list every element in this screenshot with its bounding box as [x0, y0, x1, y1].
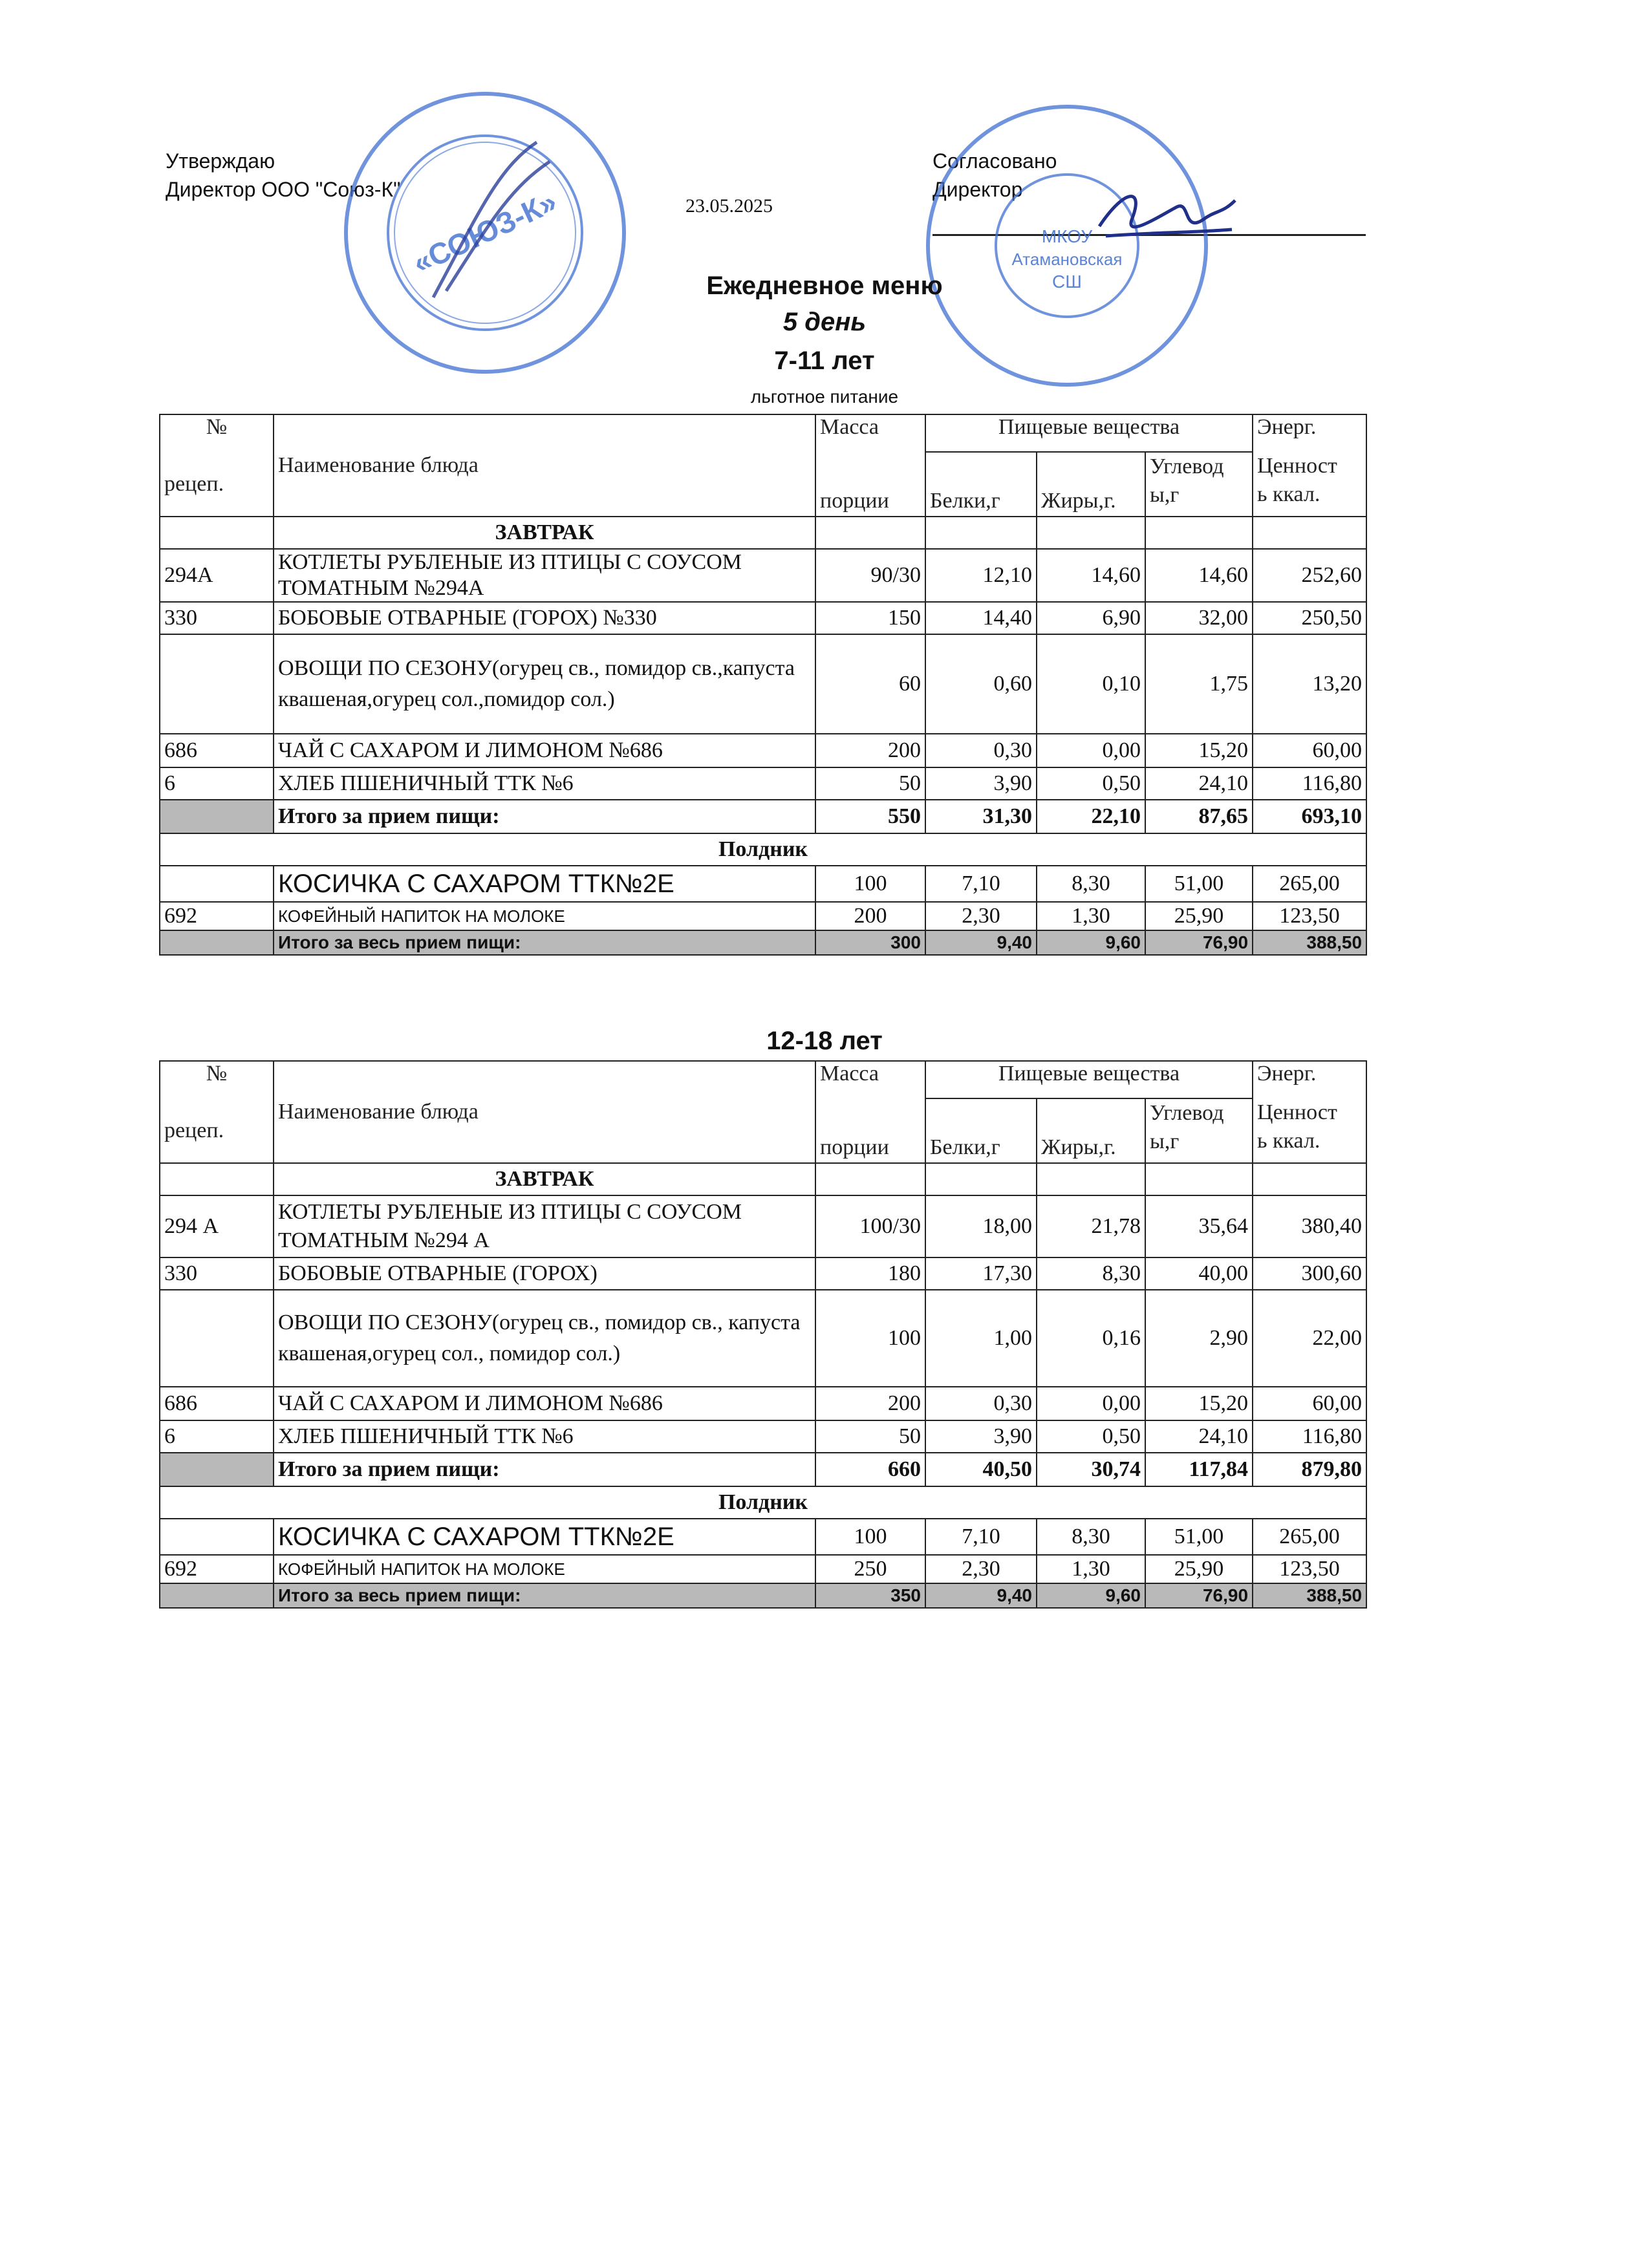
col-fat: Жиры,г.	[1037, 452, 1145, 517]
table-row: КОСИЧКА С САХАРОМ ТТК№2Е 100 7,10 8,30 51,00 265,00	[160, 866, 1366, 902]
section-snack: Полдник	[160, 1486, 1366, 1519]
svg-text:«СОЮЗ-К»: «СОЮЗ-К»	[407, 184, 562, 281]
breakfast-total-row: Итого за прием пищи: 660 40,50 30,74 117,84 879,80	[160, 1453, 1366, 1486]
menu-table-12-18	[159, 1060, 1367, 1609]
snack-total-row: Итого за весь прием пищи: 300 9,40 9,60 76,90 388,50	[160, 930, 1366, 955]
col-name: Наименование блюда	[274, 414, 815, 517]
menu-day: 5 день	[782, 308, 867, 336]
col-energy: Энерг.	[1253, 414, 1366, 452]
menu-title: Ежедневное меню	[706, 272, 943, 300]
col-rec-label: рецеп.	[160, 452, 274, 517]
table-row: 294А КОТЛЕТЫ РУБЛЕНЫЕ ИЗ ПТИЦЫ С СОУСОМ ТОМАТНЫМ №294А 90/30 12,10 14,60 14,60 252,60	[160, 549, 1366, 602]
agree-label: Согласовано	[932, 149, 1057, 173]
col-protein: Белки,г	[925, 1098, 1037, 1163]
director-signature-icon	[1086, 175, 1242, 259]
col-carb: Углевод ы,г	[1145, 452, 1253, 517]
table-row: 330 БОБОВЫЕ ОТВАРНЫЕ (ГОРОХ) 180 17,30 8,30 40,00 300,60	[160, 1257, 1366, 1290]
age-group-2: 12-18 лет	[766, 1027, 883, 1055]
table-row: 294 А КОТЛЕТЫ РУБЛЕНЫЕ ИЗ ПТИЦЫ С СОУСОМ ТОМАТНЫМ №294 А 100/30 18,00 21,78 35,64 380,40	[160, 1195, 1366, 1257]
agree-position: Директор	[932, 178, 1023, 201]
col-mass-2: порции	[815, 452, 925, 517]
section-snack: Полдник	[160, 833, 1366, 866]
col-mass: Масса	[815, 414, 925, 452]
table-row: 692 КОФЕЙНЫЙ НАПИТОК НА МОЛОКЕ 200 2,30 1,30 25,90 123,50	[160, 902, 1366, 930]
col-energy-2: Ценност ь ккал.	[1253, 452, 1366, 517]
age-group-1: 7-11 лет	[774, 347, 875, 375]
table-row: ОВОЩИ ПО СЕЗОНУ(огурец св., помидор св.,капуста квашеная,огурец сол.,помидор сол.) 60 0,60 0,10 1,75 13,20	[160, 634, 1366, 734]
breakfast-total-row: Итого за прием пищи: 550 31,30 22,10 87,65 693,10	[160, 800, 1366, 833]
subtitle-preferential: льготное питание	[750, 387, 899, 407]
col-fat: Жиры,г.	[1037, 1098, 1145, 1163]
section-breakfast: ЗАВТРАК	[274, 1163, 815, 1195]
col-rec-label: рецеп.	[160, 1098, 274, 1163]
table-row: 6 ХЛЕБ ПШЕНИЧНЫЙ ТТК №6 50 3,90 0,50 24,10 116,80	[160, 1420, 1366, 1453]
svg-text:СШ: СШ	[1052, 272, 1082, 292]
col-nutrients: Пищевые вещества	[925, 414, 1253, 452]
col-nutrients: Пищевые вещества	[925, 1061, 1253, 1098]
table-row: 330 БОБОВЫЕ ОТВАРНЫЕ (ГОРОХ) №330 150 14,40 6,90 32,00 250,50	[160, 602, 1366, 634]
table-row: 692 КОФЕЙНЫЙ НАПИТОК НА МОЛОКЕ 250 2,30 1,30 25,90 123,50	[160, 1555, 1366, 1583]
approve-position: Директор ООО "Союз-К"	[166, 178, 401, 201]
col-mass: Масса	[815, 1061, 925, 1098]
table-row: 686 ЧАЙ С САХАРОМ И ЛИМОНОМ №686 200 0,30 0,00 15,20 60,00	[160, 1387, 1366, 1420]
svg-text:Атамановская: Атамановская	[1011, 250, 1123, 269]
table-row: 6 ХЛЕБ ПШЕНИЧНЫЙ ТТК №6 50 3,90 0,50 24,10 116,80	[160, 767, 1366, 800]
table-row: ОВОЩИ ПО СЕЗОНУ(огурец св., помидор св., капуста квашеная,огурец сол., помидор сол.) 100 1,00 0,16 2,90 22,00	[160, 1290, 1366, 1387]
col-name: Наименование блюда	[274, 1061, 815, 1163]
col-rec-no: №	[160, 1061, 274, 1098]
table-row: КОСИЧКА С САХАРОМ ТТК№2Е 100 7,10 8,30 51,00 265,00	[160, 1519, 1366, 1555]
section-breakfast: ЗАВТРАК	[274, 517, 815, 549]
col-energy-2: Ценност ь ккал.	[1253, 1098, 1366, 1163]
svg-text:МКОУ: МКОУ	[1041, 226, 1093, 246]
document-date: 23.05.2025	[685, 195, 773, 217]
approve-label: Утверждаю	[166, 149, 275, 173]
left-stamp-icon	[336, 84, 634, 381]
table-row: 686 ЧАЙ С САХАРОМ И ЛИМОНОМ №686 200 0,30 0,00 15,20 60,00	[160, 734, 1366, 767]
col-carb: Углевод ы,г	[1145, 1098, 1253, 1163]
col-mass-2: порции	[815, 1098, 925, 1163]
col-energy: Энерг.	[1253, 1061, 1366, 1098]
snack-total-row: Итого за весь прием пищи: 350 9,40 9,60 76,90 388,50	[160, 1583, 1366, 1608]
menu-table-7-11	[159, 414, 1367, 956]
col-rec-no: №	[160, 414, 274, 452]
col-protein: Белки,г	[925, 452, 1037, 517]
